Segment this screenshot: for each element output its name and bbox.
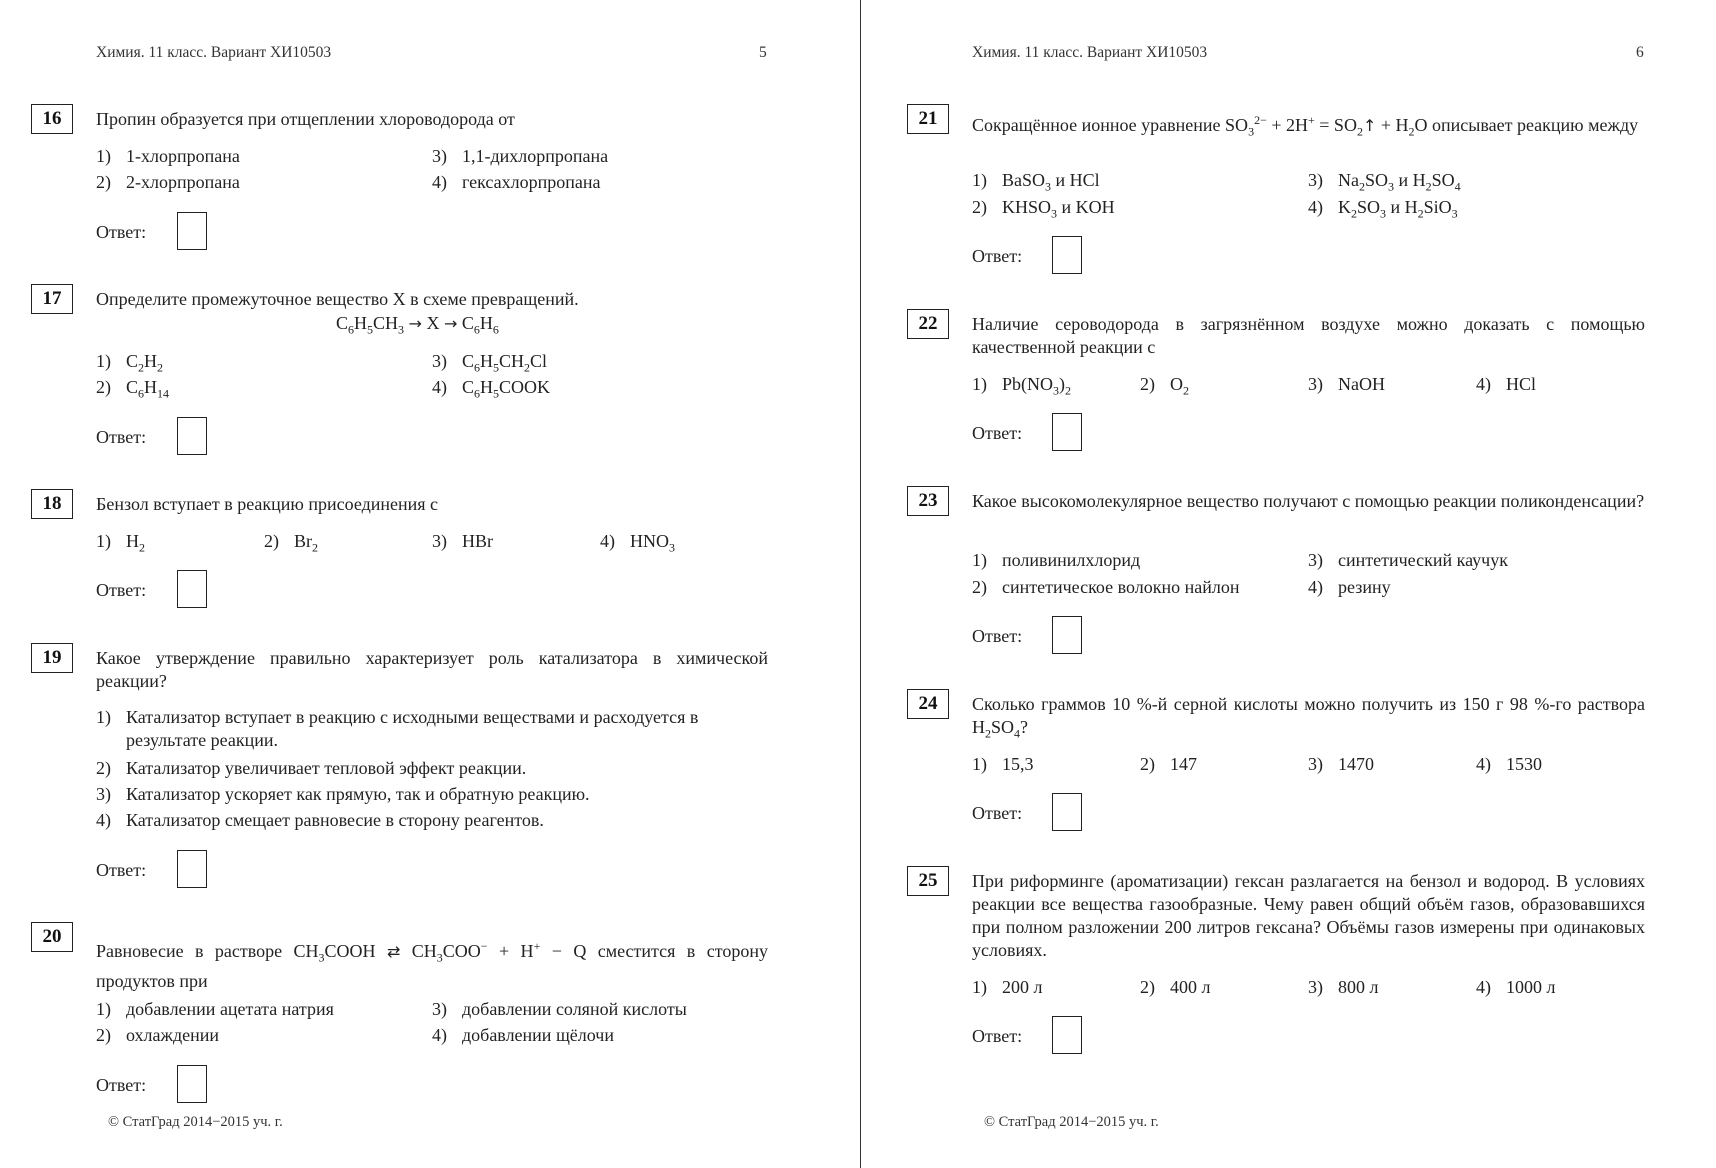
answer-box-23[interactable]: [1052, 616, 1082, 654]
q22-option-2: 2) $O_2$: [1140, 374, 1189, 398]
q19-option-3: 3) Катализатор ускоряет как прямую, так и обратную реакцию.: [96, 784, 590, 804]
page-header: Химия. 11 класс. Вариант ХИ10503: [972, 44, 1208, 61]
q25-option-3: 3) 800 л: [1308, 977, 1379, 997]
q25-option-4: 4) 1000 л: [1476, 977, 1556, 997]
question-20-stem: Равновесие в растворе $CH_3COOH$ ⇄ $CH_3COO^- + H^+ - Q$ сместится в сторону продуктов при: [96, 939, 768, 991]
q21-option-1: 1) BaSO$_3$ и HCl: [972, 170, 1100, 194]
question-number-24: 24: [907, 689, 949, 719]
answer-label: Ответ:: [972, 246, 1023, 266]
question-number-19: 19: [31, 643, 73, 673]
q17-option-2: 2) $C_6H_{14}$: [96, 377, 170, 401]
question-19-stem: Какое утверждение правильно характеризует роль катализатора в химической реакции?: [96, 648, 768, 691]
q23-option-3: 3) синтетический каучук: [1308, 550, 1508, 570]
answer-box-24[interactable]: [1052, 793, 1082, 831]
q20-option-1: 1) добавлении ацетата натрия: [96, 999, 334, 1019]
q16-option-1: 1) 1-хлорпропана: [96, 146, 240, 166]
question-number-22: 22: [907, 309, 949, 339]
question-18-stem: Бензол вступает в реакцию присоединения с: [96, 494, 439, 514]
q24-option-1: 1) 15,3: [972, 754, 1034, 774]
question-24-stem: Сколько граммов 10 %-й серной кислоты можно получить из 150 г 98 %-го раствора $H_2SO_4$?: [972, 694, 1645, 741]
answer-label: Ответ:: [96, 222, 147, 242]
answer-box-22[interactable]: [1052, 413, 1082, 451]
q21-option-2: 2) $KHSO_3$ и KOH: [972, 197, 1115, 221]
answer-box-19[interactable]: [177, 850, 207, 888]
question-23-stem: Какое высокомолекулярное вещество получают с помощью реакции поликонденсации?: [972, 491, 1645, 511]
q22-option-4: 4) HCl: [1476, 374, 1537, 394]
answer-label: Ответ:: [96, 860, 147, 880]
answer-box-21[interactable]: [1052, 236, 1082, 274]
q21-option-3: 3) $Na_2SO_3$ и $H_2SO_4$: [1308, 170, 1461, 194]
question-number-23: 23: [907, 486, 949, 516]
q16-option-2: 2) 2-хлорпропана: [96, 172, 240, 192]
question-number-18: 18: [31, 489, 73, 519]
question-number-16: 16: [31, 104, 73, 134]
q18-option-1: 1) $H_2$: [96, 531, 145, 555]
q20-option-2: 2) охлаждении: [96, 1025, 220, 1045]
answer-box-16[interactable]: [177, 212, 207, 250]
answer-box-17[interactable]: [177, 417, 207, 455]
q23-option-2: 2) синтетическое волокно найлон: [972, 577, 1240, 597]
answer-label: Ответ:: [972, 1026, 1023, 1046]
q25-option-1: 1) 200 л: [972, 977, 1043, 997]
page-number: 5: [759, 44, 767, 61]
page-footer: © СтатГрад 2014−2015 уч. г.: [108, 1114, 283, 1130]
q20-option-3: 3) добавлении соляной кислоты: [432, 999, 687, 1019]
page-right: [861, 0, 1716, 1168]
q25-option-2: 2) 400 л: [1140, 977, 1211, 997]
q17-scheme: $C_6H_5CH_3 \to X \to C_6H_6$: [336, 313, 499, 337]
q23-option-1: 1) поливинилхлорид: [972, 550, 1141, 570]
page-header: Химия. 11 класс. Вариант ХИ10503: [96, 44, 332, 61]
page-footer: © СтатГрад 2014−2015 уч. г.: [984, 1114, 1159, 1130]
question-number-25: 25: [907, 866, 949, 896]
q17-option-1: 1) $C_2H_2$: [96, 351, 164, 375]
q20-option-4: 4) добавлении щёлочи: [432, 1025, 614, 1045]
q19-option-2: 2) Катализатор увеличивает тепловой эффект реакции.: [96, 758, 527, 778]
question-number-21: 21: [907, 104, 949, 134]
question-25-stem: При риформинге (ароматизации) гексан разлагается на бензол и водород. В условиях реакции все вещества газообразные. Чему равен общий объём газов, образовавшихся при полном разложении 200 литров гексана? Объёмы газов измерены при одинаковых условиях.: [972, 871, 1645, 960]
q17-option-3: 3) $C_6H_5CH_2Cl$: [432, 351, 548, 375]
q16-option-4: 4) гексахлорпропана: [432, 172, 601, 192]
answer-label: Ответ:: [972, 626, 1023, 646]
question-22-stem: Наличие сероводорода в загрязнённом воздухе можно доказать с помощью качественной реакции с: [972, 314, 1645, 357]
q19-option-4: 4) Катализатор смещает равновесие в сторону реагентов.: [96, 810, 544, 830]
q21-option-4: 4) $K_2SO_3$ и $H_2SiO_3$: [1308, 197, 1458, 221]
q18-option-4: 4) $HNO_3$: [600, 531, 675, 555]
q23-option-4: 4) резину: [1308, 577, 1391, 597]
q18-option-2: 2) $Br_2$: [264, 531, 318, 555]
answer-box-20[interactable]: [177, 1065, 207, 1103]
q24-option-4: 4) 1530: [1476, 754, 1542, 774]
question-17-stem: Определите промежуточное вещество X в схеме превращений.: [96, 289, 579, 309]
q17-option-4: 4) $C_6H_5COOK$: [432, 377, 551, 401]
q16-option-3: 3) 1,1-дихлорпропана: [432, 146, 609, 166]
question-21-stem: Сокращённое ионное уравнение $SO_3^{2-} + 2H^+$ = $SO_2↑ + H_2O$ описывает реакцию между: [972, 113, 1639, 139]
q19-option-1: 1) Катализатор вступает в реакцию с исходными веществами и расходуется в результате реакции.: [96, 707, 699, 750]
answer-label: Ответ:: [972, 803, 1023, 823]
q22-option-1: 1) $Pb(NO_3)_2$: [972, 374, 1072, 398]
page-number: 6: [1636, 44, 1644, 61]
q18-option-3: 3) HBr: [432, 531, 493, 551]
answer-label: Ответ:: [96, 580, 147, 600]
q24-option-2: 2) 147: [1140, 754, 1197, 774]
question-number-17: 17: [31, 284, 73, 314]
question-number-20: 20: [31, 922, 73, 952]
answer-label: Ответ:: [96, 1075, 147, 1095]
answer-box-18[interactable]: [177, 570, 207, 608]
q22-option-3: 3) NaOH: [1308, 374, 1385, 394]
answer-label: Ответ:: [96, 427, 147, 447]
answer-label: Ответ:: [972, 423, 1023, 443]
answer-box-25[interactable]: [1052, 1016, 1082, 1054]
q24-option-3: 3) 1470: [1308, 754, 1374, 774]
question-16-stem: Пропин образуется при отщеплении хлороводорода от: [96, 109, 515, 129]
